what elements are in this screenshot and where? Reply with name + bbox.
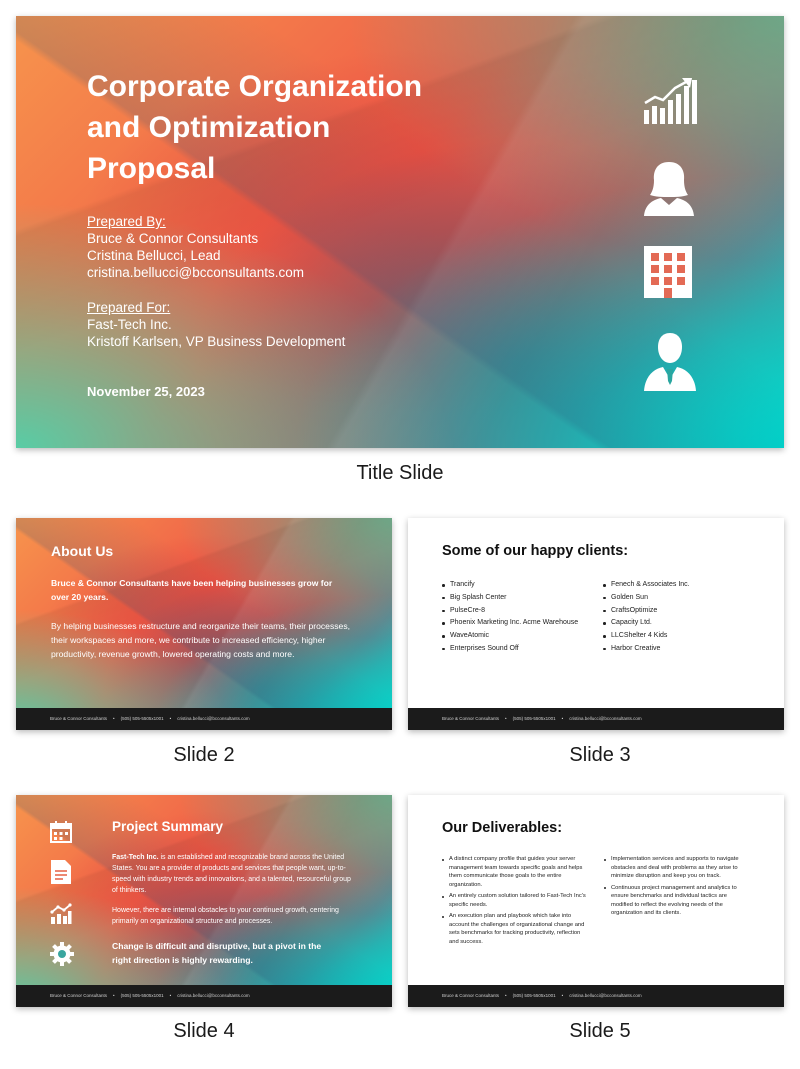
prepared-for-contact: Kristoff Karlsen, VP Business Development	[87, 334, 346, 349]
project-summary-obstacles: However, there are internal obstacles to your continued growth, centering primarily on organizational structure and processes.	[112, 907, 339, 925]
footer-company: Bruce & Connor Consultants	[442, 993, 500, 998]
footer-separator: •	[505, 716, 507, 721]
footer-separator: •	[505, 993, 507, 998]
slide-3	[408, 518, 784, 730]
list-item: Capacity Ltd.	[603, 617, 753, 630]
list-item: LLCShelter 4 Kids	[603, 630, 753, 643]
slide-footer	[408, 985, 784, 1007]
project-summary-heading: Project Summary	[112, 819, 224, 834]
office-building-icon	[642, 244, 694, 300]
list-item: A distinct company profile that guides your server management team towards specific goals and helps them communicate those goals to the entire organization.	[442, 855, 590, 889]
footer-phone: (505) 505-5505x1001	[120, 993, 164, 998]
prepared-for-company: Fast-Tech Inc.	[87, 317, 172, 332]
slide-footer	[408, 708, 784, 730]
footer-separator: •	[169, 716, 172, 721]
footer-phone: (505) 505-5505x1001	[120, 716, 164, 721]
title-slide-caption: Title Slide	[356, 462, 444, 484]
list-item: Enterprises Sound Off	[442, 643, 592, 656]
about-us-heading: About Us	[51, 543, 114, 559]
footer-separator: •	[113, 716, 115, 721]
list-item: Continuous project management and analytics to ensure benchmarks and individual tactics are modified to reflect the evolving needs of the organization and its clients.	[604, 884, 744, 918]
document-icon	[50, 859, 72, 885]
deliverables-heading: Our Deliverables:	[442, 820, 563, 836]
footer-phone: (505) 505-5505x1001	[512, 993, 556, 998]
list-item: Trancify	[442, 579, 592, 592]
list-item: An entirely custom solution tailored to Fast-Tech Inc's specific needs.	[442, 892, 590, 909]
slide-footer	[16, 985, 392, 1007]
gear-icon	[50, 942, 74, 966]
slide-4	[16, 795, 392, 1007]
list-item: PulseCre-8	[442, 605, 592, 618]
list-item: WaveAtomic	[442, 630, 592, 643]
prepared-by-company: Bruce & Connor Consultants	[87, 231, 259, 246]
list-item: Fenech & Associates Inc.	[603, 579, 753, 592]
slide-5	[408, 795, 784, 1007]
list-item: Implementation services and supports to navigate obstacles and deal with problems as they arise to minimize disruption and keep you on track.	[604, 855, 744, 881]
slide-2-caption: Slide 2	[173, 744, 235, 766]
project-summary-callout: Change is difficult and disruptive, but a pivot in the right direction is highly rewarding.	[112, 941, 322, 965]
prepared-by-label: Prepared By:	[87, 214, 166, 229]
footer-company: Bruce & Connor Consultants	[50, 993, 108, 998]
footer-separator: •	[113, 993, 115, 998]
client-name: Fast-Tech Inc.	[112, 854, 159, 861]
footer-company: Bruce & Connor Consultants	[442, 716, 500, 721]
slide-2	[16, 518, 392, 730]
footer-email: cristina.bellucci@bcconsultants.com	[569, 993, 642, 998]
prepared-for-block	[87, 299, 347, 350]
slide-footer	[16, 708, 392, 730]
footer-separator: •	[561, 993, 564, 998]
footer-email: cristina.bellucci@bcconsultants.com	[177, 993, 250, 998]
slide-3-caption: Slide 3	[569, 744, 631, 766]
list-item: Golden Sun	[603, 592, 753, 605]
deliverables-list-right	[604, 855, 744, 921]
footer-company: Bruce & Connor Consultants	[50, 716, 108, 721]
calendar-icon	[50, 821, 72, 843]
project-summary-intro-text: is an established and recognizable brand across the United States. You are a provider of products and services that people want, up-to-speed with industry trends and innovations, and a talented, resourceful group of thinkers.	[112, 854, 351, 894]
prepared-by-block	[87, 213, 347, 281]
businessman-icon	[642, 331, 698, 391]
clients-heading: Some of our happy clients:	[442, 543, 629, 559]
footer-separator: •	[561, 716, 564, 721]
footer-email: cristina.bellucci@bcconsultants.com	[177, 716, 250, 721]
about-us-lead: Bruce & Connor Consultants have been helping businesses grow for over 20 years.	[51, 578, 333, 602]
prepared-by-lead: Cristina Bellucci, Lead	[87, 248, 221, 263]
clients-list-left	[442, 579, 592, 656]
prepared-for-label: Prepared For:	[87, 300, 171, 315]
title-slide	[16, 16, 784, 448]
footer-phone: (505) 505-5505x1001	[512, 716, 556, 721]
slide-5-caption: Slide 5	[569, 1020, 631, 1042]
about-us-body: By helping businesses restructure and reorganize their teams, their processes, their workspaces and more, we contribute to increased efficiency, higher productivity, revenue growth, lowered operating costs and more.	[51, 621, 351, 659]
list-item: An execution plan and playbook which take into account the challenges of organizational change and sets benchmarks for tracking productivity, reflection and success.	[442, 912, 590, 946]
growth-chart-icon	[642, 76, 698, 128]
list-item: Phoenix Marketing Inc. Acme Warehouse	[442, 617, 592, 630]
chart-icon	[50, 903, 72, 925]
project-summary-intro	[112, 852, 352, 896]
clients-list-right	[603, 579, 753, 656]
list-item: Harbor Creative	[603, 643, 753, 656]
proposal-date: November 25, 2023	[87, 384, 205, 399]
list-item: Big Splash Center	[442, 592, 592, 605]
footer-separator: •	[169, 993, 172, 998]
title-slide-heading: Corporate Organization and Optimization Proposal	[87, 70, 423, 185]
list-item: CraftsOptimize	[603, 605, 753, 618]
deliverables-list-left	[442, 855, 590, 949]
woman-user-icon	[642, 160, 696, 216]
prepared-by-email: cristina.bellucci@bcconsultants.com	[87, 265, 305, 280]
footer-email: cristina.bellucci@bcconsultants.com	[569, 716, 642, 721]
slide-4-caption: Slide 4	[173, 1020, 235, 1042]
